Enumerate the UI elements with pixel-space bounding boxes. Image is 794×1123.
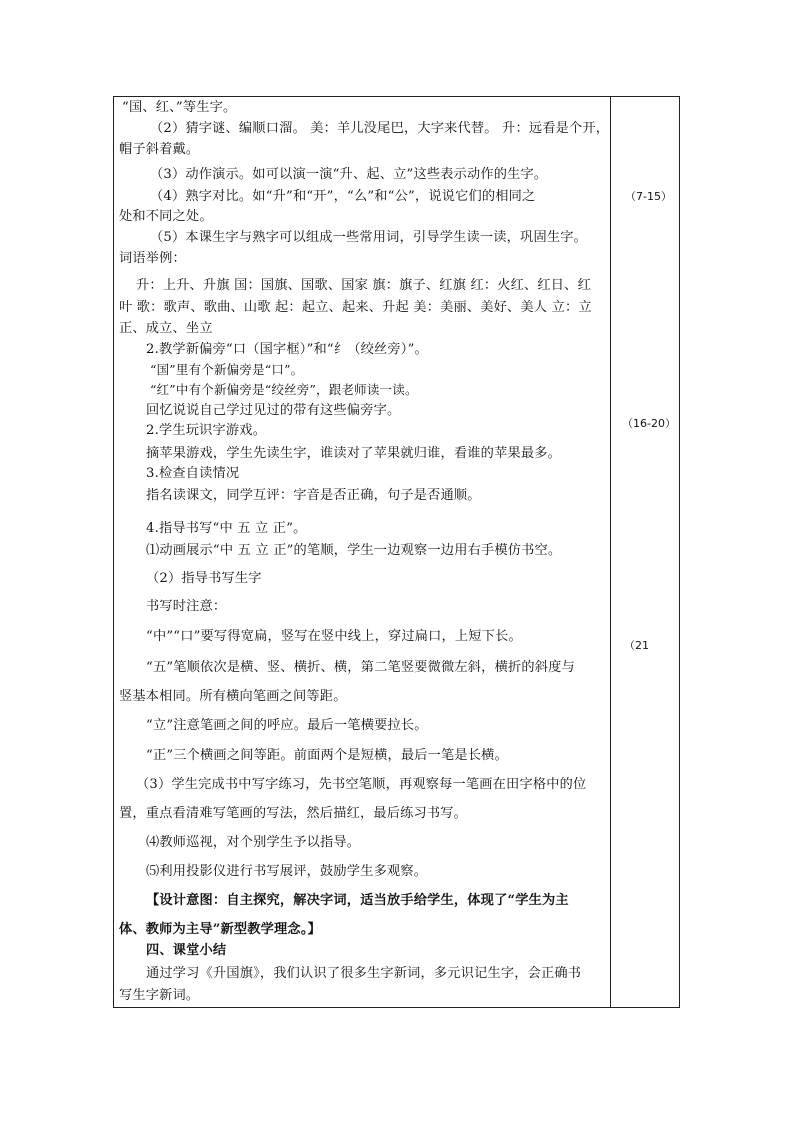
text-line: （2）指导书写生字	[146, 571, 262, 586]
text-line: 2.教学新偏旁“口（国字框）”和“纟（绞丝旁）”。	[146, 342, 428, 357]
text-line: 2.学生玩识字游戏。	[146, 423, 267, 438]
design-intent-line: 体、教师为主导”新型教学理念。】	[119, 922, 321, 937]
column-divider	[610, 97, 611, 1007]
text-line: “红”中有个新偏旁是“绞丝旁”，跟老师读一读。	[150, 382, 418, 397]
text-line: （3）动作演示。如可以演一演“升、起、立”这些表示动作的生字。	[150, 167, 548, 182]
text-line: 置，重点看清难写笔画的写法，然后描红，最后练习书写。	[119, 806, 468, 821]
text-line: 处和不同之处。	[119, 209, 213, 224]
text-line: 写生字新词。	[119, 988, 200, 1003]
text-line: （3）学生完成书中写字练习，先书空笔顺，再观察每一笔画在田字格中的位	[136, 777, 587, 792]
text-line: （4）熟字对比。如“升”和“开”，“么”和“公”，说说它们的相同之	[150, 189, 536, 204]
section-heading: 四、课堂小结	[146, 943, 227, 958]
text-line: 帽子斜着戴。	[119, 142, 200, 157]
text-line: “中”“口”要写得宽扁，竖写在竖中线上，穿过扁口，上短下长。	[146, 629, 522, 644]
text-line: 竖基本相同。所有横向笔画之间等距。	[119, 689, 347, 704]
text-line: 指名读课文，同学互评：字音是否正确，句子是否通顺。	[146, 488, 481, 503]
text-line: 3.检查自读情况	[146, 466, 240, 481]
text-line: “立”注意笔画之间的呼应。最后一笔横要拉长。	[146, 718, 428, 733]
text-line: 回忆说说自己学过见过的带有这些偏旁字。	[146, 403, 401, 418]
text-line: 通过学习《升国旗》，我们认识了很多生字新词，多元识记生字，会正确书	[146, 966, 582, 981]
time-label: （21	[624, 639, 649, 652]
text-line: ⑸利用投影仪进行书写展评，鼓励学生多观察。	[146, 864, 428, 879]
text-line: 书写时注意：	[146, 599, 227, 614]
text-line: “正”三个横画之间等距。前面两个是短横，最后一笔是长横。	[146, 748, 508, 763]
text-line: 升：上升、升旗 国：国旗、国歌、国家 旗：旗子、红旗 红：火红、红日、红	[136, 278, 591, 293]
text-line: （5）本课生字与熟字可以组成一些常用词，引导学生读一读，巩固生字。	[150, 230, 587, 245]
design-intent-line: 【设计意图：自主探究，解决字词，适当放手给学生，体现了“学生为主	[146, 893, 569, 908]
text-line: 词语举例：	[119, 251, 186, 266]
text-line: 叶 歌：歌声、歌曲、山歌 起：起立、起来、升起 美：美丽、美好、美人 立：立	[119, 300, 592, 315]
text-line: 4.指导书写“中 五 立 正”。	[146, 521, 307, 536]
text-line: 正、成立、坐立	[119, 321, 213, 336]
text-line: 摘苹果游戏，学生先读生字，谁读对了苹果就归谁，看谁的苹果最多。	[146, 446, 562, 461]
text-line: ⑷教师巡视，对个别学生予以指导。	[146, 835, 361, 850]
time-label: （16-20）	[622, 417, 676, 430]
text-line: ⑴动画展示“中 五 立 正”的笔顺，学生一边观察一边用右手模仿书空。	[146, 543, 562, 558]
text-line: “国、红、”等生字。	[122, 100, 237, 115]
text-line: “国”里有个新偏旁是“口”。	[150, 362, 304, 377]
text-line: （2）猜字谜、编顺口溜。 美：羊儿没尾巴，大字来代替。 升：远看是个开，	[150, 121, 610, 136]
text-line: “五”笔顺依次是横、竖、横折、横，第二笔竖要微微左斜，横折的斜度与	[146, 660, 575, 675]
time-label: （7-15）	[625, 190, 672, 203]
